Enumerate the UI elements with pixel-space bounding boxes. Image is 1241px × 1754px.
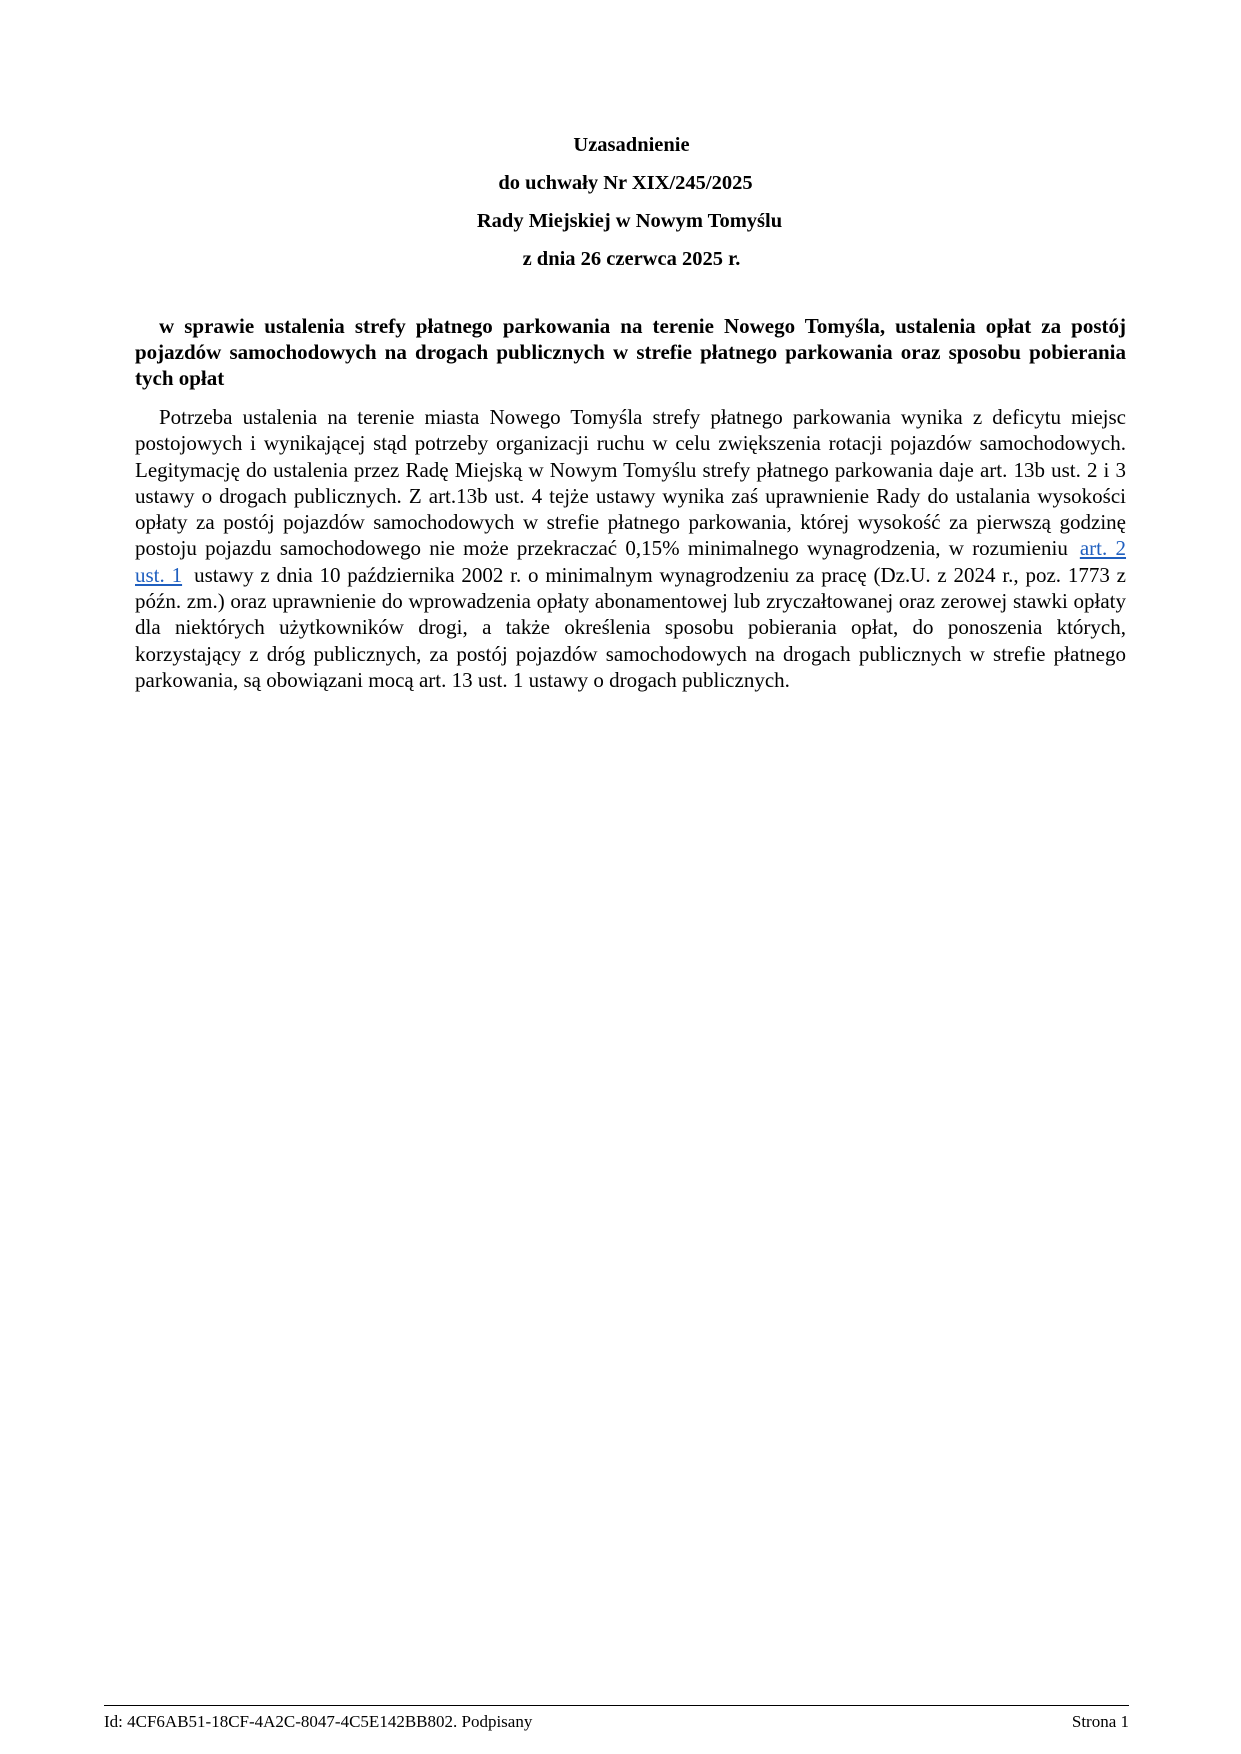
resolution-subject: w sprawie ustalenia strefy płatnego parkowania na terenie Nowego Tomyśla, ustalenia opłat za postój pojazdów samochodowych na drogach publicznych w strefie płatnego parkowania oraz sposobu pobierania tych opłat (135, 314, 1126, 390)
document-id: Id: 4CF6AB51-18CF-4A2C-8047-4C5E142BB802. Podpisany (104, 1712, 533, 1731)
council-name: Rady Miejskiej w Nowym Tomyślu (476, 210, 783, 232)
page-number: Strona 1 (1071, 1712, 1129, 1731)
law-reference-link[interactable]: art. 2 ust. 1 (135, 536, 1127, 587)
document-title: Uzasadnienie (573, 134, 690, 156)
justification-paragraph (135, 404, 1126, 693)
resolution-number: do uchwały Nr XIX/245/2025 (498, 172, 753, 194)
paragraph-text-after-link: ustawy z dnia 10 października 2002 r. o minimalnym wynagrodzeniu za pracę (Dz.U. z 2024 r., poz. 1773 z późn. zm.) oraz uprawnienie do wprowadzenia opłaty abonamentowej lub zryczałtowanej oraz zerowej stawki opłaty dla niektórych użytkowników drogi, a także określenia sposobu pobierania opłat, do ponoszenia których, korzystający z dróg publicznych, za postój pojazdów samochodowych na drogach publicznych w strefie płatnego parkowania, są obowiązani mocą art. 13 ust. 1 ustawy o drogach publicznych. (135, 562, 1126, 692)
footer-divider (104, 1705, 1129, 1706)
paragraph-text-before-link: Potrzeba ustalenia na terenie miasta Nowego Tomyśla strefy płatnego parkowania wynika z deficytu miejsc postojowych i wynikającej stąd potrzeby organizacji ruchu w celu zwiększenia rotacji pojazdów samochodowych. Legitymację do ustalenia przez Radę Miejską w Nowym Tomyślu strefy płatnego parkowania daje art. 13b ust. 2 i 3 ustawy o drogach publicznych. Z art.13b ust. 4 tejże ustawy wynika zaś uprawnienie Rady do ustalania wysokości opłaty za postój pojazdów samochodowych w strefie płatnego parkowania, której wysokość za pierwszą godzinę postoju pojazdu samochodowego nie może przekraczać 0,15% minimalnego wynagrodzenia, w rozumieniu (135, 405, 1126, 561)
document-header (0, 126, 1241, 278)
resolution-date: z dnia 26 czerwca 2025 r. (522, 248, 741, 270)
